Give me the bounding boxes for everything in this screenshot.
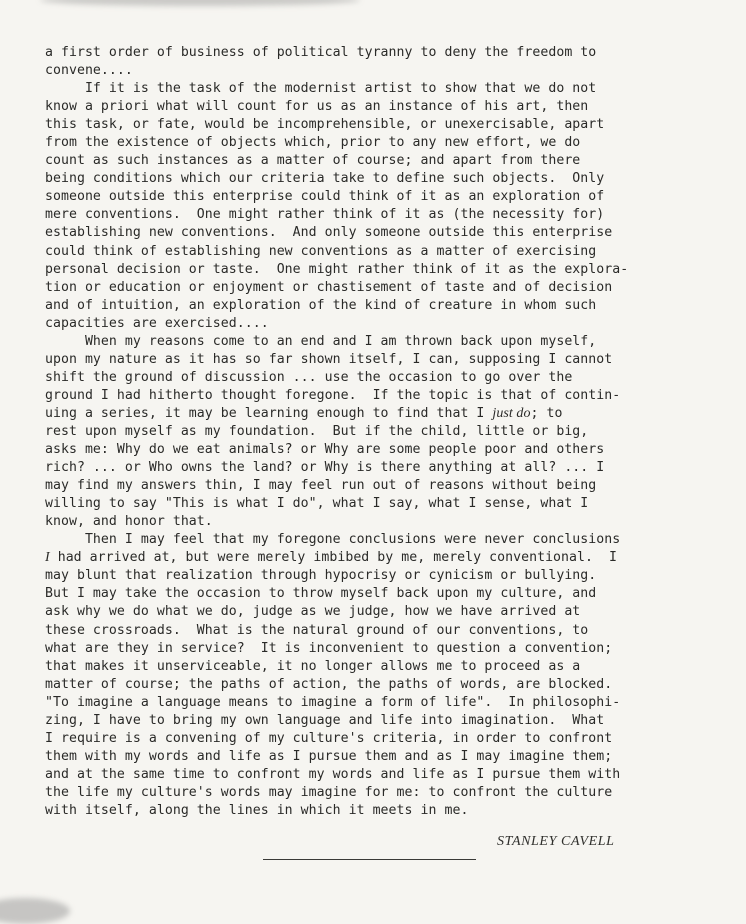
- essay-text: [45, 44, 705, 820]
- text-line: establishing new conventions. And only someone outside this enterprise: [45, 225, 613, 241]
- text-line: a first order of business of political tyranny to deny the freedom to: [45, 45, 597, 60]
- text-line: ground I had hitherto thought foregone. If the topic is that of contin-: [45, 387, 621, 403]
- text-segment: ; to: [530, 405, 563, 421]
- text-line: shift the ground of discussion ... use the occasion to go over the: [45, 369, 573, 385]
- text-line: what are they in service? It is inconvenient to question a convention;: [45, 640, 613, 656]
- page-edge-shadow-top: [40, 0, 360, 6]
- text-line: asks me: Why do we eat animals? or Why are some people poor and others: [45, 442, 605, 458]
- text-line: may find my answers thin, I may feel run out of reasons without being: [45, 478, 597, 494]
- italic-pronoun: I: [45, 550, 50, 566]
- text-line: If it is the task of the modernist artist to show that we do not: [45, 81, 597, 97]
- text-line: ask why we do what we do, judge as we judge, how we have arrived at: [45, 604, 581, 620]
- text-line: mere conventions. One might rather think of it as (the necessity for): [45, 207, 605, 223]
- text-line: may blunt that realization through hypocrisy or cynicism or bullying.: [45, 568, 597, 584]
- text-line: "To imagine a language means to imagine a form of life". In philosophi-: [45, 694, 621, 710]
- text-line: personal decision or taste. One might rather think of it as the explora-: [45, 261, 629, 277]
- text-line: these crossroads. What is the natural ground of our conventions, to: [45, 622, 589, 638]
- text-line: rest upon myself as my foundation. But if the child, little or big,: [45, 423, 589, 439]
- text-line: and at the same time to confront my words and life as I pursue them with: [45, 766, 621, 782]
- text-line: tion or education or enjoyment or chastisement of taste and of decision: [45, 279, 613, 295]
- text-line: know a priori what will count for us as an instance of his art, then: [45, 99, 589, 115]
- text-line: with itself, along the lines in which it meets in me.: [45, 802, 469, 818]
- text-line: that makes it unserviceable, it no longer allows me to proceed as a: [45, 658, 581, 674]
- page-edge-shadow-bottom: [0, 898, 70, 924]
- text-line: When my reasons come to an end and I am thrown back upon myself,: [45, 333, 597, 349]
- closing-rule: [263, 859, 476, 860]
- italic-phrase: just do: [492, 405, 531, 421]
- text-line: this task, or fate, would be incomprehensible, or unexercisable, apart: [45, 117, 605, 133]
- text-line: from the existence of objects which, prior to any new effort, we do: [45, 135, 581, 151]
- text-line: someone outside this enterprise could think of it as an exploration of: [45, 189, 605, 205]
- text-line-mixed: [45, 405, 705, 423]
- text-line: the life my culture's words may imagine for me: to confront the culture: [45, 784, 613, 800]
- text-line: them with my words and life as I pursue them and as I may imagine them;: [45, 748, 613, 764]
- text-line: matter of course; the paths of action, the paths of words, are blocked.: [45, 676, 613, 692]
- text-line-mixed: [45, 549, 705, 567]
- text-segment: uing a series, it may be learning enough to find that I: [45, 405, 493, 421]
- text-line: But I may take the occasion to throw myself back upon my culture, and: [45, 586, 597, 602]
- text-line: willing to say "This is what I do", what I say, what I sense, what I: [45, 496, 589, 512]
- text-line: and of intuition, an exploration of the kind of creature in whom such: [45, 297, 597, 313]
- text-line: rich? ... or Who owns the land? or Why is there anything at all? ... I: [45, 460, 605, 476]
- text-line: capacities are exercised....: [45, 315, 269, 331]
- text-line: convene....: [45, 63, 133, 79]
- text-line: I require is a convening of my culture's criteria, in order to confront: [45, 730, 613, 746]
- text-line: know, and honor that.: [45, 514, 213, 530]
- text-line: upon my nature as it has so far shown itself, I can, supposing I cannot: [45, 351, 613, 367]
- text-line: could think of establishing new conventions as a matter of exercising: [45, 243, 597, 259]
- text-segment: had arrived at, but were merely imbibed by me, merely conventional. I: [49, 550, 617, 566]
- text-line: count as such instances as a matter of course; and apart from there: [45, 153, 581, 169]
- text-line: Then I may feel that my foregone conclusions were never conclusions: [45, 532, 621, 548]
- author-signature: STANLEY CAVELL: [497, 834, 615, 849]
- text-line: being conditions which our criteria take to define such objects. Only: [45, 171, 605, 187]
- text-line: zing, I have to bring my own language and life into imagination. What: [45, 712, 605, 728]
